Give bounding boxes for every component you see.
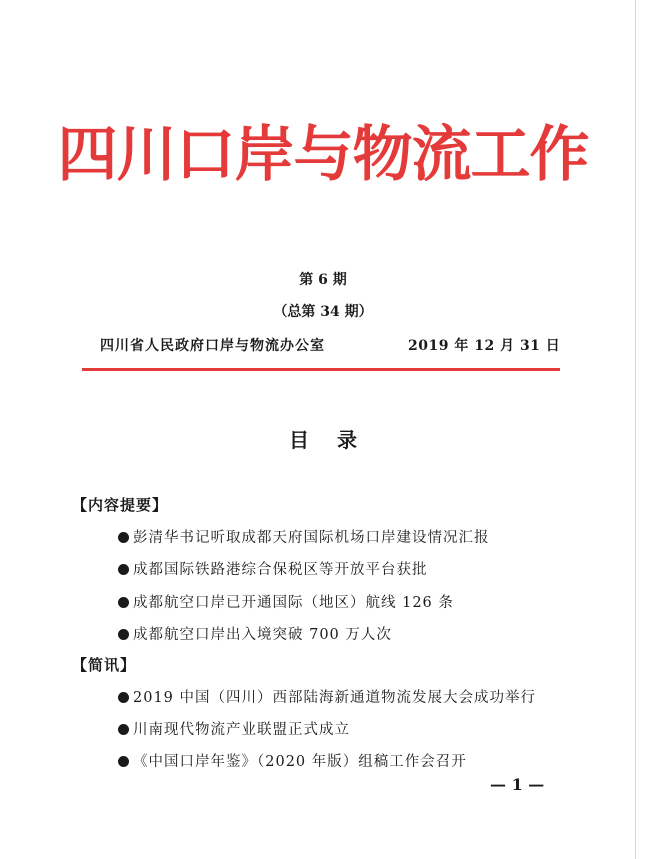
bullet-icon — [118, 724, 129, 735]
toc-item[interactable] — [118, 624, 392, 646]
toc-item[interactable] — [118, 719, 350, 741]
section-heading-summary: 【内容提要】 — [72, 496, 169, 514]
toc-item-label: 2019 中国（四川）西部陆海新通道物流发展大会成功举行 — [133, 690, 537, 706]
issue-total-number: （总第 34 期） — [273, 304, 373, 320]
masthead-title: 四川口岸与物流工作 — [57, 120, 589, 190]
issue-number: 第 6 期 — [299, 272, 347, 288]
bullet-icon — [118, 532, 129, 543]
toc-item-label: 《中国口岸年鉴》（2020 年版）组稿工作会召开 — [133, 754, 467, 770]
bullet-icon — [118, 629, 129, 640]
toc-item-label: 成都国际铁路港综合保税区等开放平台获批 — [133, 562, 428, 578]
toc-item-label: 成都航空口岸已开通国际（地区）航线 126 条 — [133, 595, 454, 611]
publish-date: 2019 年 12 月 31 日 — [408, 338, 561, 354]
page-number: — 1 — — [490, 775, 545, 794]
toc-title: 目录 — [289, 428, 385, 452]
bullet-icon — [118, 597, 129, 608]
publisher: 四川省人民政府口岸与物流办公室 — [100, 338, 325, 354]
toc-item[interactable] — [118, 559, 428, 581]
toc-item[interactable] — [118, 592, 454, 614]
section-heading-briefs: 【简讯】 — [72, 656, 137, 674]
toc-item-label: 川南现代物流产业联盟正式成立 — [133, 722, 350, 738]
bullet-icon — [118, 756, 129, 767]
toc-item[interactable] — [118, 527, 490, 549]
toc-item[interactable] — [118, 687, 536, 709]
bullet-icon — [118, 564, 129, 575]
bullet-icon — [118, 692, 129, 703]
toc-item[interactable] — [118, 751, 467, 773]
toc-item-label: 成都航空口岸出入境突破 700 万人次 — [133, 627, 392, 643]
toc-item-label: 彭清华书记听取成都天府国际机场口岸建设情况汇报 — [133, 530, 490, 546]
red-divider — [82, 368, 560, 371]
